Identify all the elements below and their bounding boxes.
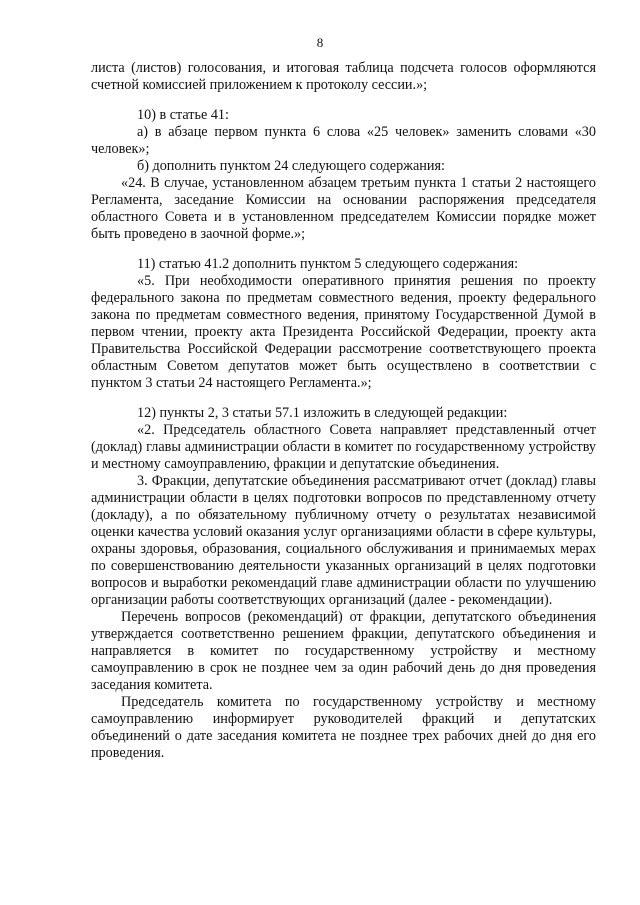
paragraph-point-24: «24. В случае, установленном абзацем третьим пункта 1 статьи 2 настоящего Регламента, заседание Комиссии на основании распоряжения председателя областного Совета и в установленном председателем Комиссии порядке может быть проведено в заочной форме.»; [91,175,596,242]
paragraph-item-10b: б) дополнить пунктом 24 следующего содержания: [137,158,445,174]
paragraph-item-10a: а) в абзаце первом пункта 6 слова «25 человек» заменить словами «30 человек»; [91,124,596,157]
paragraph-point-5: «5. При необходимости оперативного принятия решения по проекту федерального закона по предметам совместного ведения, проекту федерального закона по предметам совместного ведения, принятому Государственной Думой в первом чтении, проекту акта Президента Российской Федерации, проекту акта Правительства Российской Федерации рассмотрение соответствующего проекта областным Советом депутатов может быть осуществлено в соответствии с пунктом 3 статьи 24 настоящего Регламента.»; [91,273,596,391]
document-body [91,60,596,762]
paragraph-item-12: 12) пункты 2, 3 статьи 57.1 изложить в следующей редакции: [137,405,508,421]
paragraph-item-10: 10) в статье 41: [137,107,229,123]
paragraph-committee-chair: Председатель комитета по государственному устройству и местному самоуправлению информирует руководителей фракций и депутатских объединений о дате заседания комитета не позднее трех рабочих дней до дня его проведения. [91,694,596,761]
paragraph-voting-sheets: листа (листов) голосования, и итоговая таблица подсчета голосов оформляются счетной комиссией приложением к протоколу сессии.»; [91,60,596,93]
paragraph-item-11: 11) статью 41.2 дополнить пунктом 5 следующего содержания: [137,256,519,272]
page-number: 8 [316,35,324,50]
paragraph-point-2: «2. Председатель областного Совета направляет представленный отчет (доклад) главы администрации области в комитет по государственному устройству и местному самоуправлению, фракции и депутатские объединения. [91,422,596,472]
paragraph-point-3: 3. Фракции, депутатские объединения рассматривают отчет (доклад) главы администрации области в целях подготовки вопросов по представленному отчету (докладу), а по обязательному публичному отчету о результатах независимой оценки качества условий оказания услуг организациями области в сфере культуры, охраны здоровья, образования, социального обслуживания и принимаемых мерах по совершенствованию деятельности указанных организаций в целях подготовки вопросов и выработки рекомендаций главе администрации области по улучшению организации работы соответствующих организаций (далее - рекомендации). [91,473,596,608]
paragraph-questions-list: Перечень вопросов (рекомендаций) от фракции, депутатского объединения утверждается соответственно решением фракции, депутатского объединения и направляется в комитет по государственному устройству и местному самоуправлению в срок не позднее чем за один рабочий день до дня проведения заседания комитета. [91,609,596,693]
